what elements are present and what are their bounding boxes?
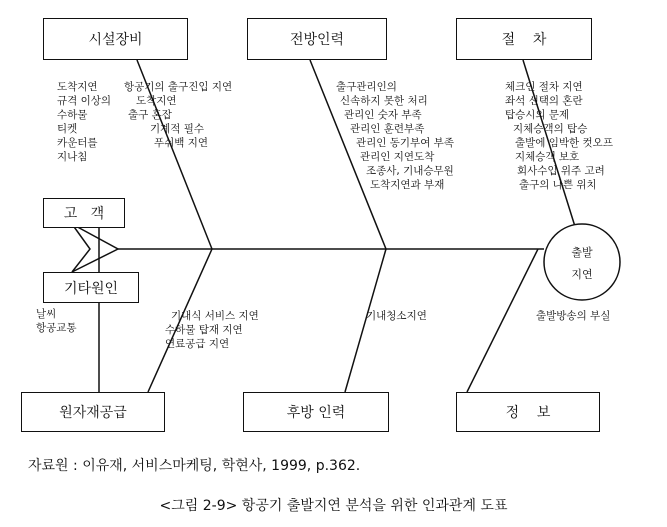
box-back-staff: 후방 인력 [243, 392, 389, 432]
causes-facilities-left: 도착지연 규격 이상의 수하물 티켓 카운터를 지나침 [57, 81, 112, 163]
effect-label: 출발 지연 [571, 246, 593, 281]
causes-back-staff: 기내청소지연 [366, 310, 427, 322]
causes-information: 출발방송의 부실 [536, 310, 611, 322]
box-information: 정 보 [456, 392, 600, 432]
box-facilities: 시설장비 [43, 18, 188, 60]
box-materials: 원자재공급 [21, 392, 165, 432]
box-front-staff: 전방인력 [247, 18, 387, 60]
bone-information [467, 249, 538, 392]
source-citation: 자료원 : 이유재, 서비스마케팅, 학현사, 1999, p.362. [28, 458, 361, 474]
figure-caption: <그림 2-9> 항공기 출발지연 분석을 위한 인과관계 도표 [159, 498, 508, 514]
box-procedure: 절 차 [456, 18, 592, 60]
causes-facilities-right: 항공기의 출구진입 지연 도착지연 출구 혼잡 기계적 필수 푸쉬백 지연 [124, 81, 233, 149]
box-customer: 고 객 [43, 198, 125, 228]
tail-arrow [72, 224, 118, 272]
causes-other: 날씨 항공교통 [36, 308, 77, 334]
causes-materials: 기내식 서비스 지연 수하물 탑재 지연 연료공급 지연 [165, 310, 259, 350]
causes-front-staff: 출구관리인의 신속하지 못한 처리 관리인 숫자 부족 관리인 훈련부족 관리인 동기부여 부족 관리인 지연도착 조종사, 기내승무원 도착지연과 부재 [336, 81, 454, 191]
causes-procedure: 체크인 절차 지연 좌석 선택의 혼란 탑승시의 문제 지체승객의 탑승 출발에 임박한 컷오프 지체승객 보호 회사수입 위주 고려 출구의 나쁜 위치 [505, 81, 613, 191]
box-other: 기타원인 [43, 272, 139, 303]
